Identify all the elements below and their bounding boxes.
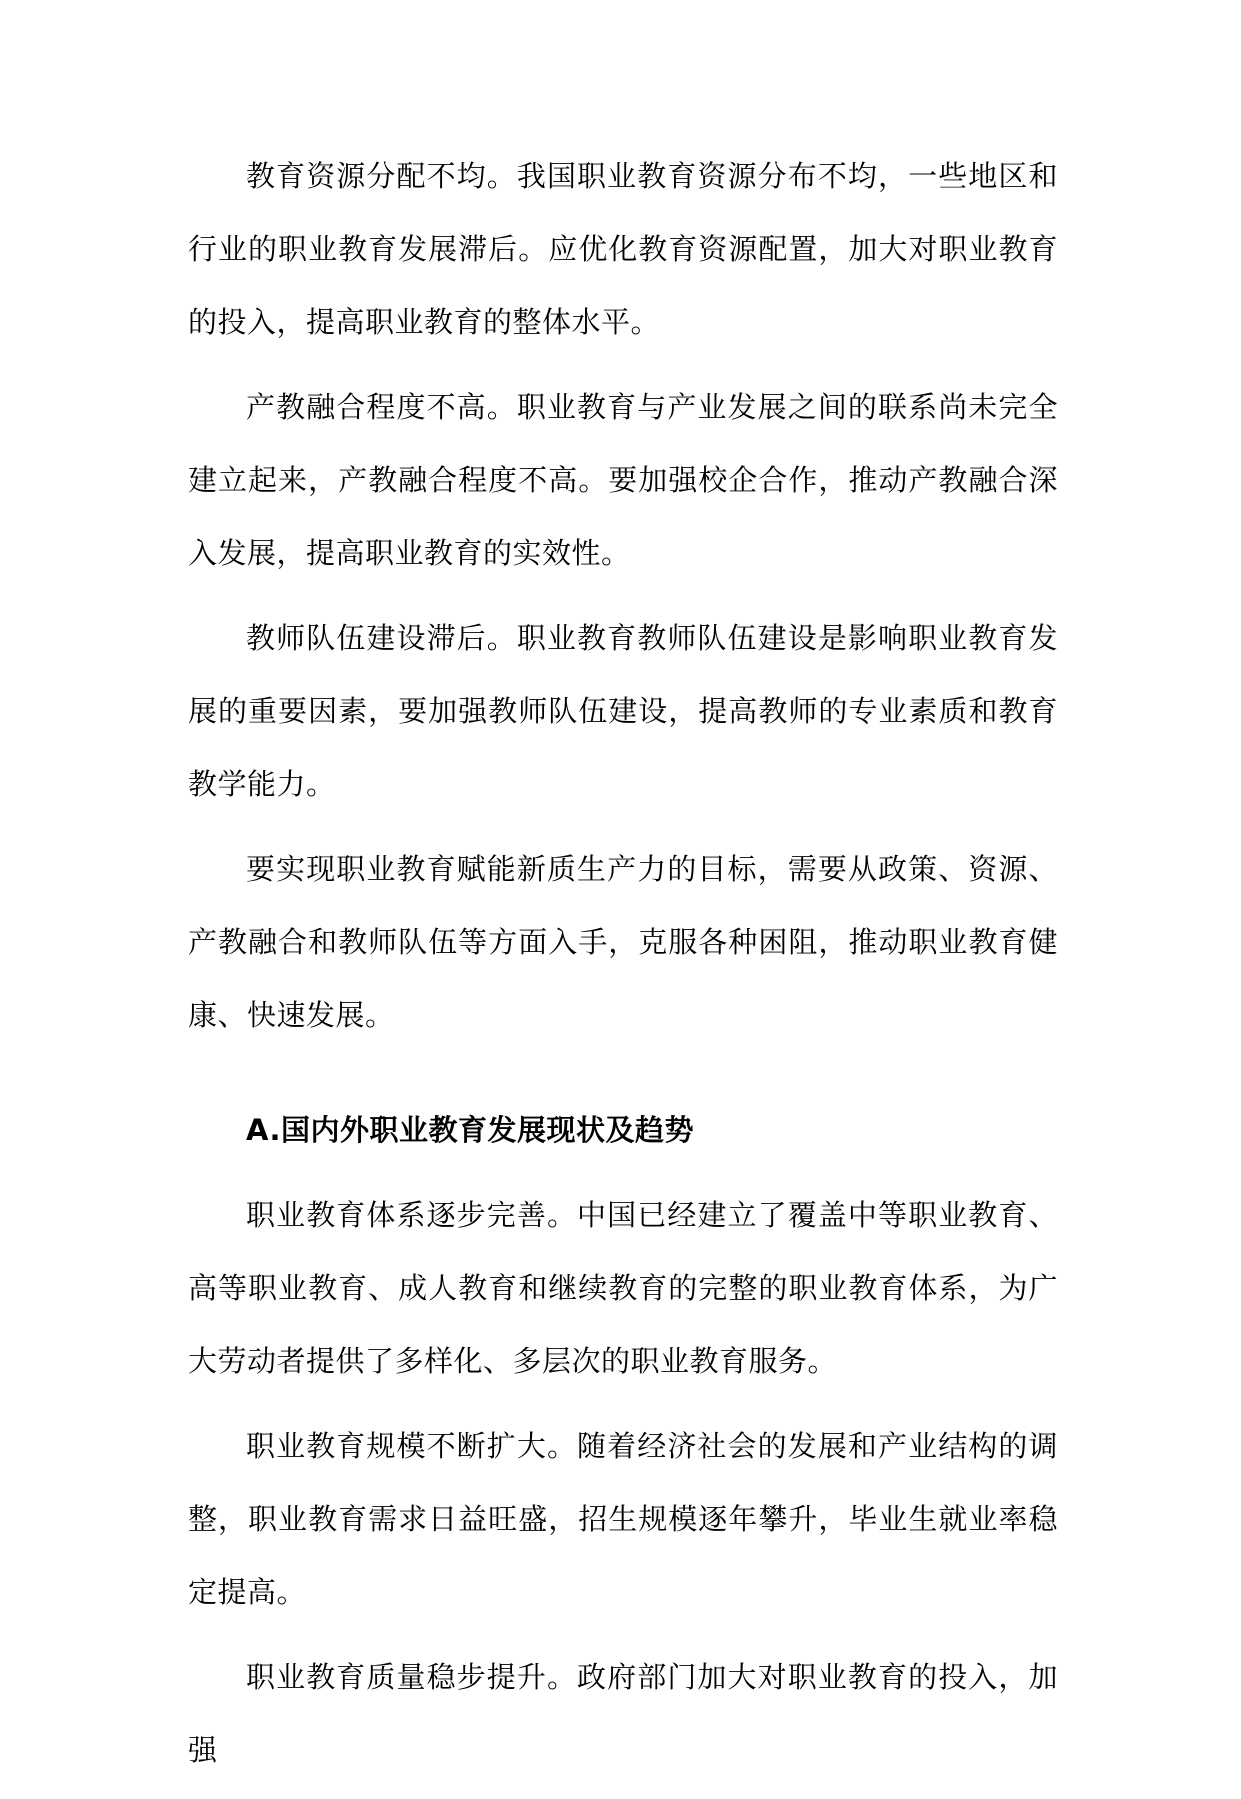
paragraph-resource-allocation: 教育资源分配不均。我国职业教育资源分布不均，一些地区和行业的职业教育发展滞后。应优化教育资源配置，加大对职业教育的投入，提高职业教育的整体水平。 [188,159,1058,339]
paragraph-summary: 要实现职业教育赋能新质生产力的目标，需要从政策、资源、产教融合和教师队伍等方面入手，克服各种困阻，推动职业教育健康、快速发展。 [188,852,1058,1032]
paragraph-scale-expansion: 职业教育规模不断扩大。随着经济社会的发展和产业结构的调整，职业教育需求日益旺盛，招生规模逐年攀升，毕业生就业率稳定提高。 [188,1429,1058,1609]
paragraph-system-improvement: 职业教育体系逐步完善。中国已经建立了覆盖中等职业教育、高等职业教育、成人教育和继续教育的完整的职业教育体系，为广大劳动者提供了多样化、多层次的职业教育服务。 [188,1198,1058,1378]
document-body [188,140,1058,1799]
paragraph-teacher-team: 教师队伍建设滞后。职业教育教师队伍建设是影响职业教育发展的重要因素，要加强教师队伍建设，提高教师的专业素质和教育教学能力。 [188,621,1058,801]
paragraph-industry-education-integration: 产教融合程度不高。职业教育与产业发展之间的联系尚未完全建立起来，产教融合程度不高。要加强校企合作，推动产教融合深入发展，提高职业教育的实效性。 [188,390,1058,570]
section-heading: A.国内外职业教育发展现状及趋势 [246,1113,694,1147]
paragraph-quality-improvement: 职业教育质量稳步提升。政府部门加大对职业教育的投入，加强 [188,1660,1058,1767]
